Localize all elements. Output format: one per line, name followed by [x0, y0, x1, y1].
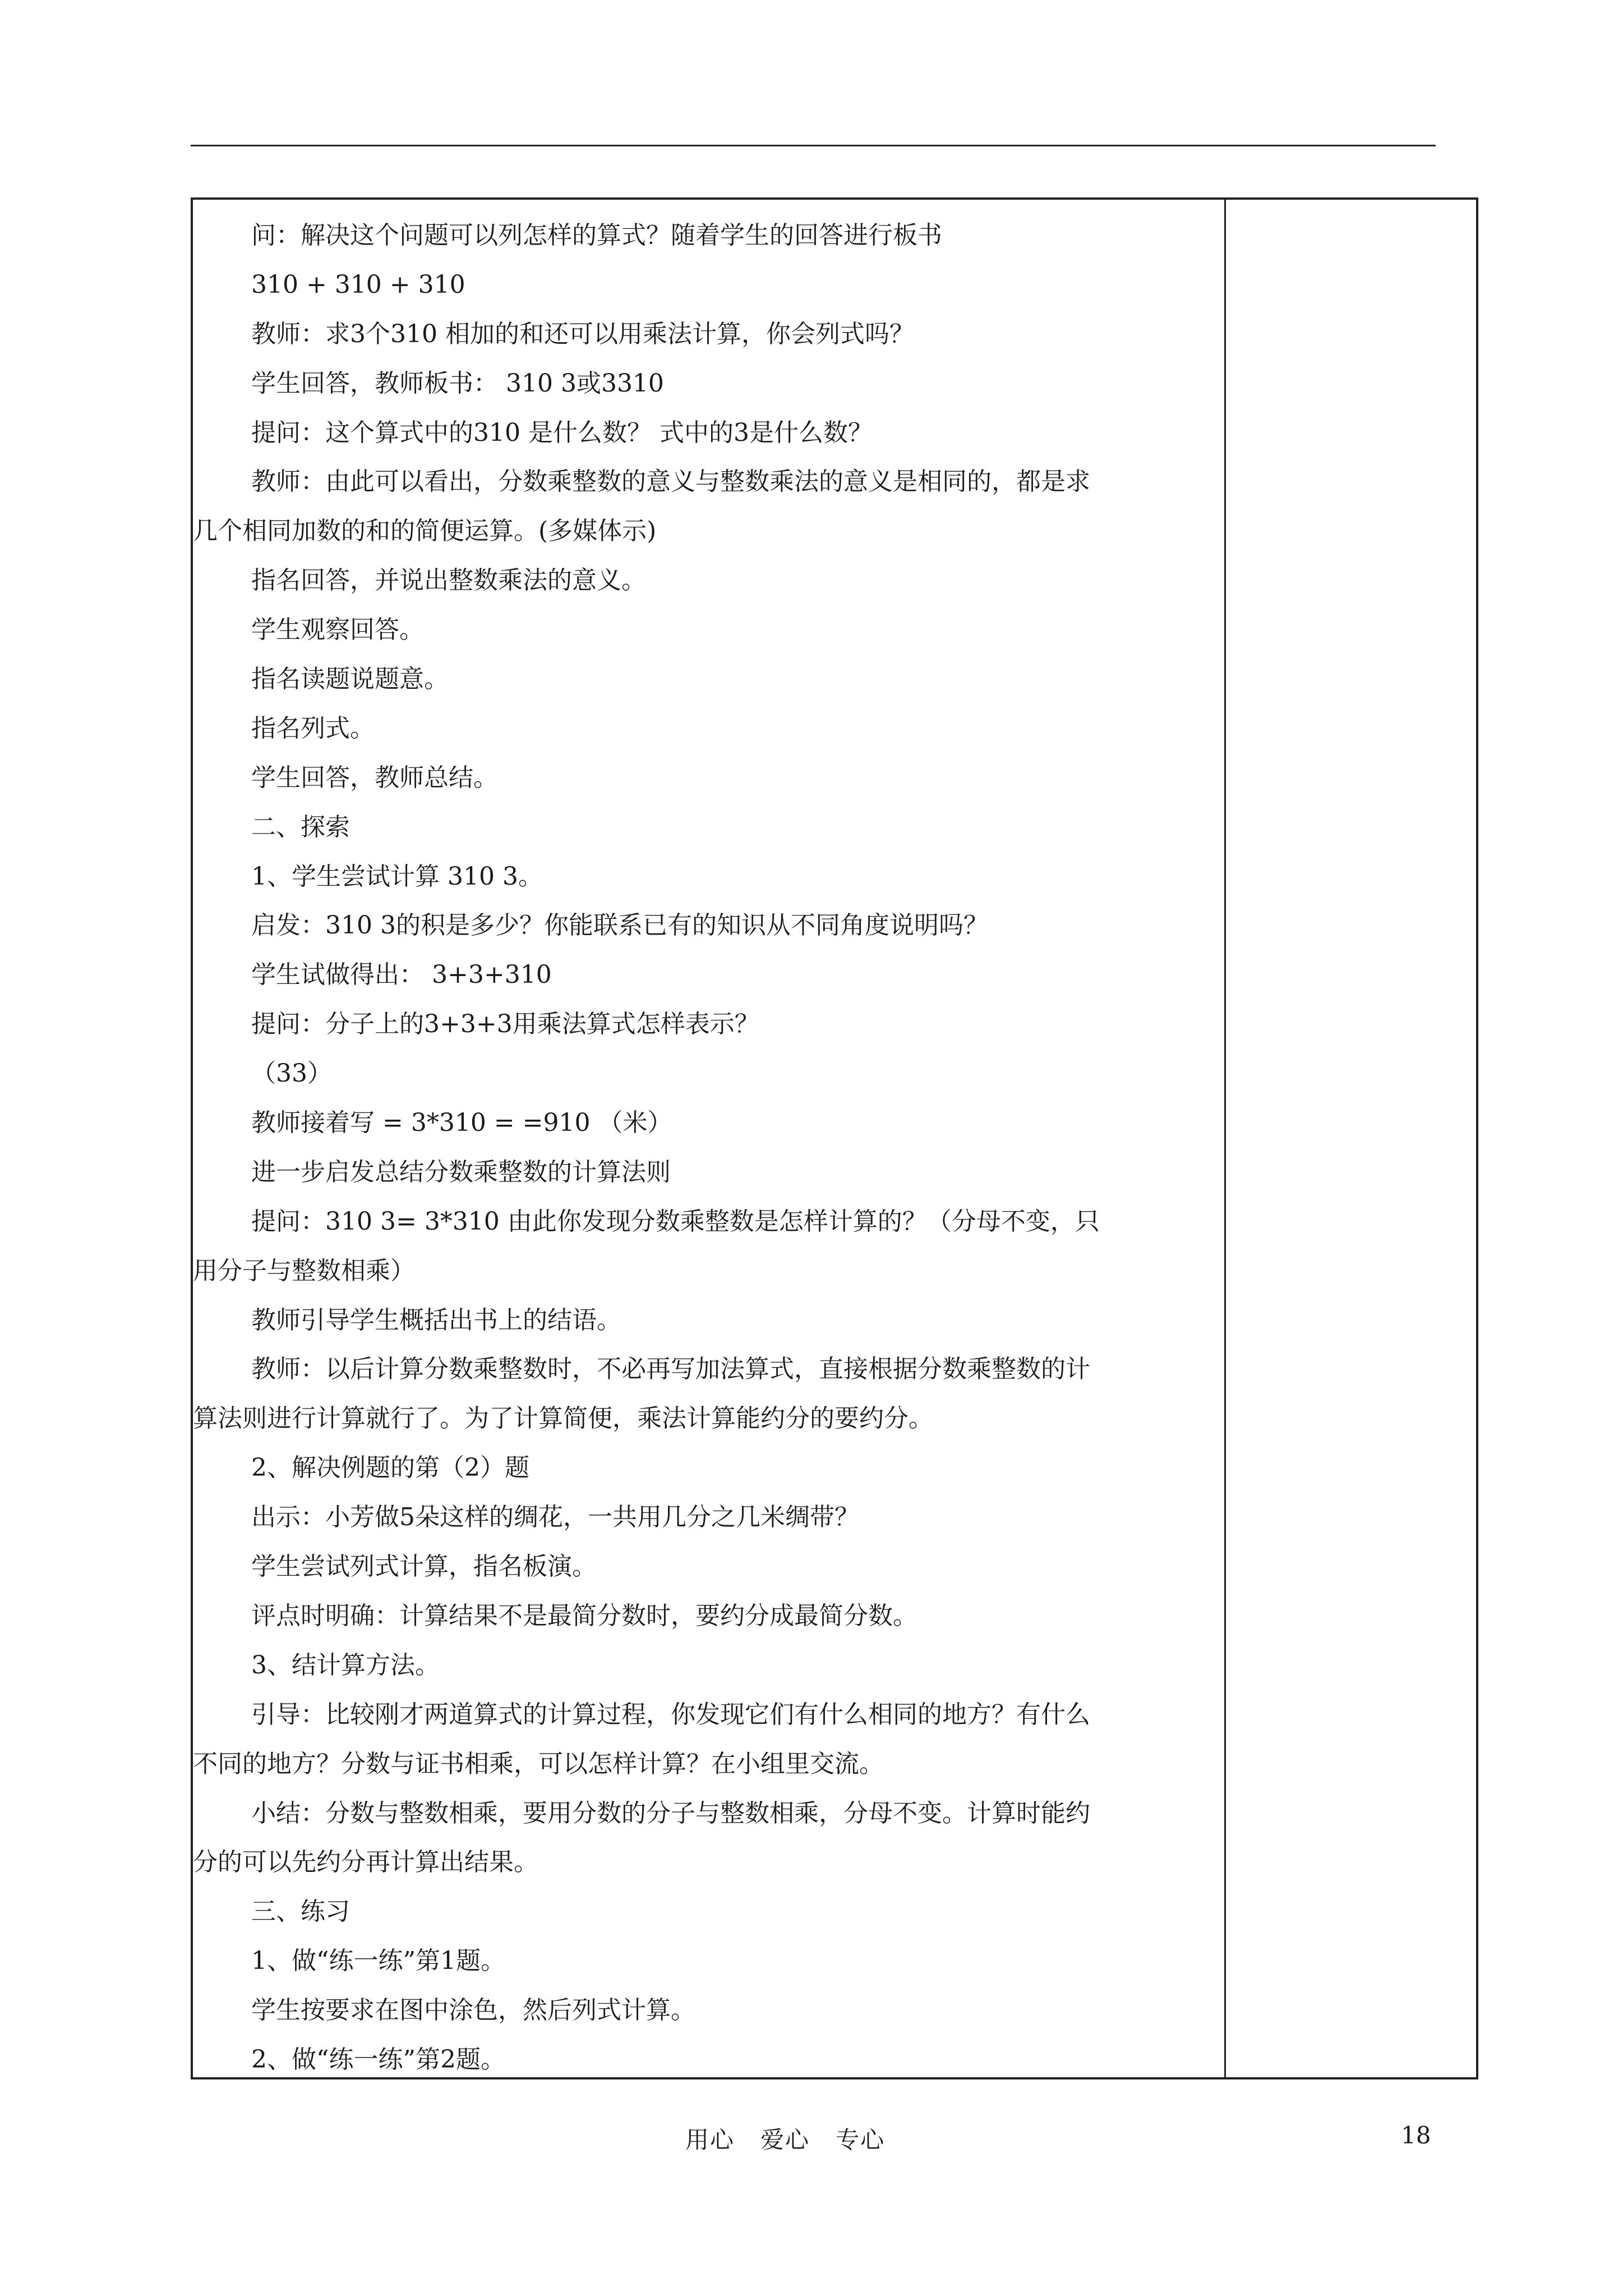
text-line: 问：解决这个问题可以列怎样的算式？随着学生的回答进行板书: [251, 221, 942, 250]
text-line: 学生按要求在图中涂色，然后列式计算。: [251, 1996, 695, 2025]
text-line: 教师接着写 = 3*310 = =910 （米）: [251, 1108, 672, 1138]
text-line: 教师：由此可以看出，分数乘整数的意义与整数乘法的意义是相同的，都是求: [251, 467, 1090, 496]
text-line: 提问：分子上的3+3+3用乘法算式怎样表示？: [251, 1010, 759, 1039]
text-line: 不同的地方？分数与证书相乘，可以怎样计算？在小组里交流。: [193, 1749, 884, 1778]
text-line: 学生回答，教师总结。: [251, 763, 498, 792]
text-line: 三、练习: [251, 1897, 350, 1926]
lesson-table: [191, 197, 1478, 2079]
text-line: 用分子与整数相乘）: [193, 1256, 415, 1285]
text-line: 算法则进行计算就行了。为了计算简便，乘法计算能约分的要约分。: [193, 1404, 933, 1433]
text-line: 指名读题说题意。: [251, 665, 449, 694]
text-line: 学生试做得出： 3+3+310: [251, 960, 552, 990]
text-line: 学生尝试列式计算，指名板演。: [251, 1552, 597, 1581]
text-line: 指名列式。: [251, 714, 375, 743]
text-line: 引导：比较刚才两道算式的计算过程，你发现它们有什么相同的地方？有什么: [251, 1700, 1090, 1729]
text-line: 启发：310 3的积是多少？你能联系已有的知识从不同角度说明吗？: [251, 911, 988, 940]
text-line: 几个相同加数的和的简便运算。(多媒体示): [193, 517, 657, 546]
text-line: 3、结计算方法。: [251, 1650, 440, 1680]
text-line: 2、解决例题的第（2）题: [251, 1453, 529, 1483]
header-rule: [191, 145, 1436, 146]
text-line: 评点时明确：计算结果不是最简分数时，要约分成最简分数。: [251, 1601, 917, 1630]
text-line: 学生回答，教师板书： 310 3或3310: [251, 369, 664, 398]
text-line: （33）: [251, 1059, 332, 1088]
text-line: 学生观察回答。: [251, 615, 424, 645]
text-line: 1、做“练一练”第1题。: [251, 1947, 505, 1976]
text-line: 1、学生尝试计算 310 3。: [251, 862, 543, 891]
text-line: 小结：分数与整数相乘，要用分数的分子与整数相乘，分母不变。计算时能约: [251, 1798, 1090, 1828]
text-line: 出示：小芳做5朵这样的绸花，一共用几分之几米绸带？: [251, 1503, 859, 1532]
text-line: 指名回答，并说出整数乘法的意义。: [251, 566, 646, 595]
text-line: 教师引导学生概括出书上的结语。: [251, 1305, 621, 1335]
page-number: 18: [1401, 2122, 1431, 2149]
text-line: 2、做“练一练”第2题。: [251, 2045, 505, 2074]
lesson-content-cell: [193, 200, 1226, 2077]
lesson-text-lines: [193, 211, 1219, 2085]
text-line: 进一步启发总结分数乘整数的计算法则: [251, 1157, 671, 1186]
text-line: 分的可以先约分再计算出结果。: [193, 1848, 538, 1877]
text-line: 提问：这个算式中的310 是什么数？ 式中的3是什么数？: [251, 418, 873, 447]
notes-cell: [1226, 200, 1476, 2077]
text-line: 教师：求3个310 相加的和还可以用乘法计算，你会列式吗？: [251, 319, 914, 348]
footer-motto: 用心 爱心 专心: [685, 2126, 886, 2154]
text-line: 教师：以后计算分数乘整数时，不必再写加法算式，直接根据分数乘整数的计: [251, 1355, 1090, 1384]
text-line: 二、探索: [251, 812, 350, 841]
text-line: 提问：310 3= 3*310 由此你发现分数乘整数是怎样计算的？（分母不变，只: [251, 1207, 1100, 1236]
text-line: 310 + 310 + 310: [251, 270, 465, 299]
